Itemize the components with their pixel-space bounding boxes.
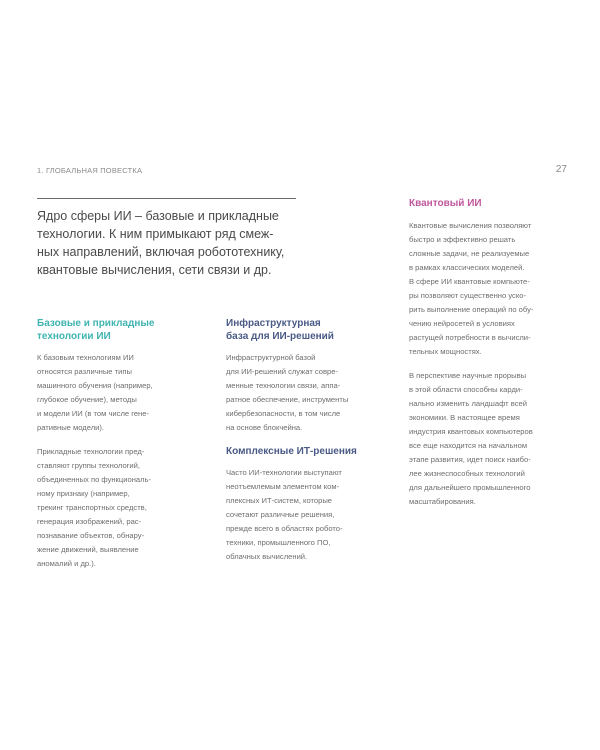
heading-basic-applied: Базовые и прикладные технологии ИИ [37, 318, 155, 342]
heading-complex-it: Комплексные ИТ-решения [226, 446, 357, 457]
section-label: 1. ГЛОБАЛЬНАЯ ПОВЕСТКА [37, 166, 143, 175]
heading-quantum-ai: Квантовый ИИ [409, 198, 482, 209]
divider [37, 198, 296, 199]
paragraph-quantum-2: В перспективе научные прорывы в этой области способны карди- нально изменить ландшафт всей экономики. В настоящее время индустрия квантовых компьютеров все еще находится на начальном этапе развития, идет поиск наибо- лее жизнеспособных технологий для дальнейшего промышленного масштабирования. [409, 371, 533, 506]
paragraph-basic: К базовым технологиям ИИ относятся различные типы машинного обучения (например, глубокое обучение), методы и модели ИИ (в том числе гене- ративные модели). [37, 353, 153, 432]
lead-line: технологии. К ним примыкают ряд смеж- [37, 227, 274, 241]
column-infrastructure [226, 317, 388, 574]
paragraph-quantum-1: Квантовые вычисления позволяют быстро и эффективно решать сложные задачи, не реализуемые в рамках классических моделей. В сфере ИИ квантовые компьюте- ры позволяют существенно уско- рить выполнение операций по обу- чению нейросетей в условиях растущей потребности в вычисли- тельных мощностях. [409, 221, 534, 356]
lead-line: ных направлений, включая робототехнику, [37, 245, 285, 259]
heading-infrastructure: Инфраструктурная база для ИИ-решений [226, 318, 334, 342]
paragraph-infrastructure: Инфраструктурной базой для ИИ-решений служат совре- менные технологии связи, аппа- ратное обеспечение, инструменты кибербезопасности, в том числе на основе блокчейна. [226, 353, 349, 432]
page-number: 27 [555, 164, 567, 175]
lead-line: квантовые вычисления, сети связи и др. [37, 263, 272, 277]
page-header [37, 166, 567, 180]
lead-paragraph [37, 207, 337, 279]
column-quantum-ai [409, 197, 571, 519]
lead-line: Ядро сферы ИИ – базовые и прикладные [37, 209, 279, 223]
paragraph-applied: Прикладные технологии пред- ставляют группы технологий, объединенных по функциональ- ному признаку (например, трекинг транспортных средств, генерация изображений, рас- познавание объектов, обнару- жение движений, выявление аномалий и др.). [37, 447, 152, 568]
paragraph-complex-it: Часто ИИ-технологии выступают неотъемлемым элементом ком- плексных ИТ-систем, которые сочетают различные решения, прежде всего в областях робото- техники, промышленного ПО, облачных вычислений. [226, 468, 343, 561]
column-basic-applied [37, 317, 207, 581]
